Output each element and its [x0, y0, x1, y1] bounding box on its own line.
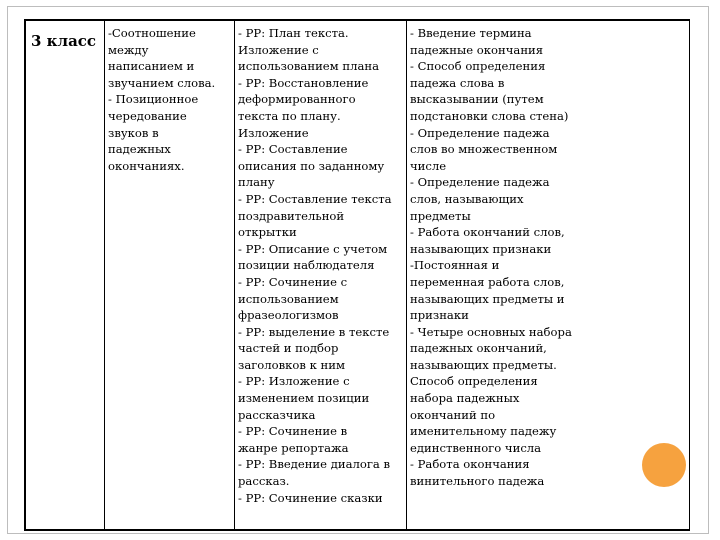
curriculum-table	[24, 19, 690, 531]
spelling-topics-cell: -Соотношение между написанием и звучанием слова. - Позиционное чередование звуков в падежных окончаниях.	[105, 21, 235, 530]
speech-development-cell: - РР: План текста. Изложение с использованием плана - РР: Восстановление деформированного текста по плану. Изложение - РР: Составление описания по заданному плану - РР: Составление текста поздравительной открытки - РР: Описание с учетом позиции наблюдателя - РР: Сочинение с использованием фразеологизмов - РР: выделение в тексте частей и подбор заголовков к ним - РР: Изложение с изменением позиции рассказчика - РР: Сочинение в жанре репортажа - РР: Введение диалога в рассказ. - РР: Сочинение сказки	[235, 21, 407, 530]
table-row	[26, 21, 690, 530]
grade-cell: 3 класс	[26, 21, 105, 530]
case-endings-cell: - Введение термина падежные окончания - Способ определения падежа слова в высказывании (путем подстановки слова стена) - Определение падежа слов во множественном числе - Определение падежа слов, называющих предметы - Работа окончаний слов, называющих признаки -Постоянная и переменная работа слов, называющих предметы и признаки - Четыре основных набора падежных окончаний, называющих предметы. Способ определения набора падежных окончаний по именительному падежу единственного числа - Работа окончания винительного падежа	[407, 21, 690, 530]
